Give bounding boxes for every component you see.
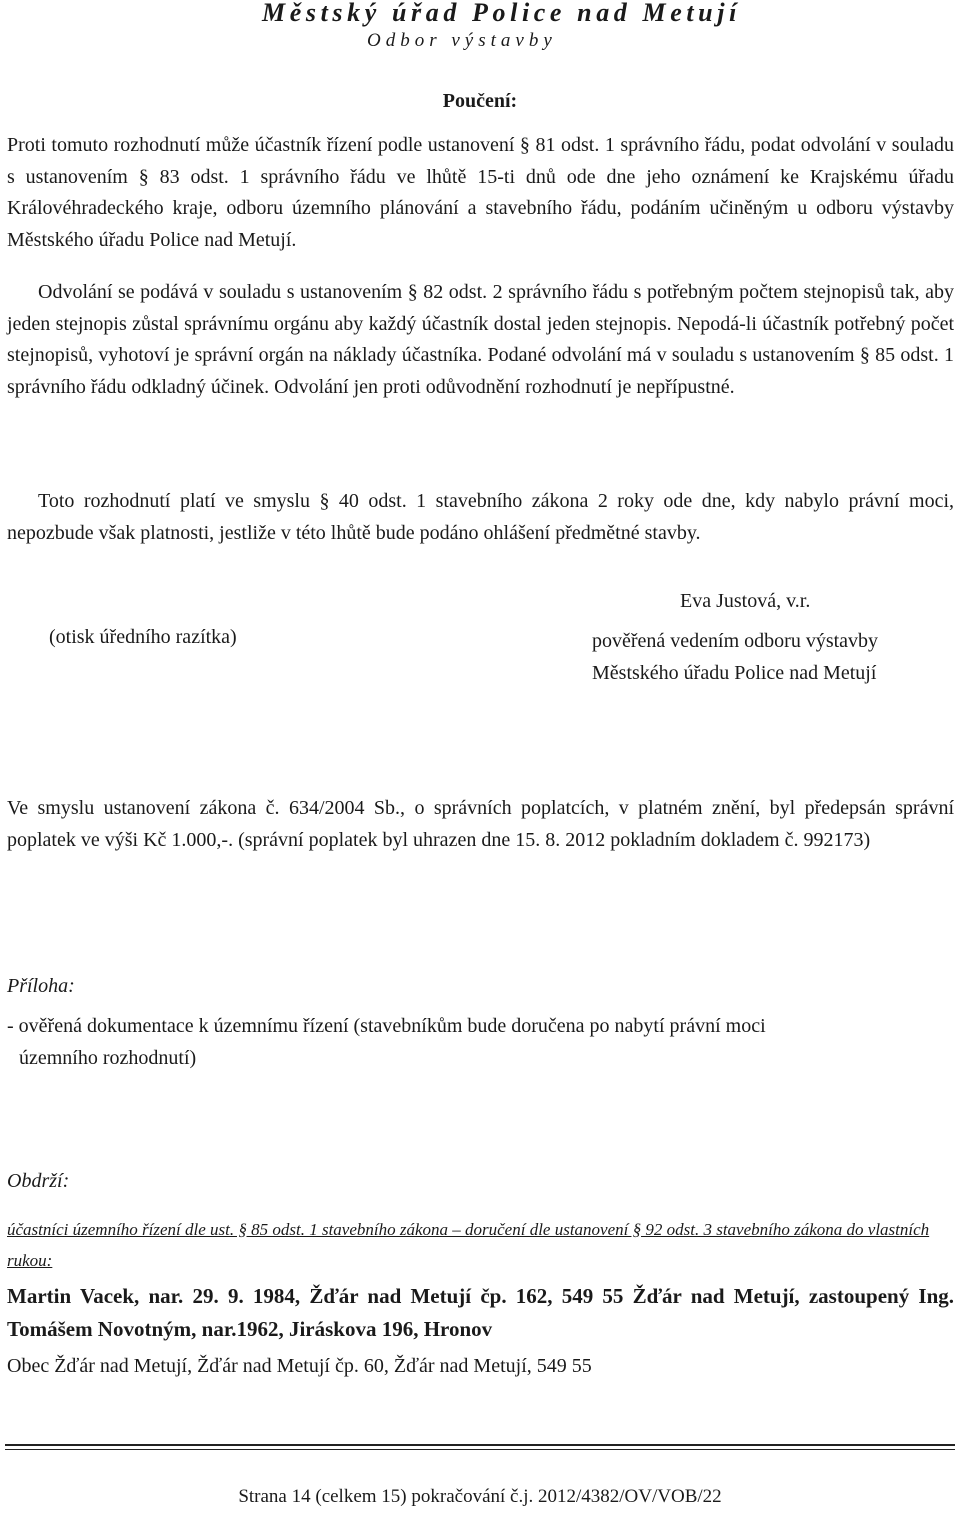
priloha-item-line-2: územního rozhodnutí) (19, 1046, 197, 1069)
pouceni-heading: Poučení: (442, 90, 518, 112)
office-title: Městský úřad Police nad Metují (262, 0, 741, 27)
signatory-role-line-1: pověřená vedením odboru výstavby (592, 630, 879, 652)
recipient-1: Martin Vacek, nar. 29. 9. 1984, Žďár nad Metují čp. 162, 549 55 Žďár nad Metují, zastoupený Ing. Tomášem Novotným, nar.1962, Jiráskova 196, Hronov (7, 1284, 954, 1341)
stamp-placeholder: (otisk úředního razítka) (49, 626, 237, 648)
footer-rule-thin (5, 1449, 955, 1450)
pouceni-paragraph-3-text: Toto rozhodnutí platí ve smyslu § 40 odst. 1 stavebního zákona 2 roky ode dne, kdy nabylo právní moci, nepozbude však platnosti, jestliže v této lhůtě bude podáno ohlášení předmětné stavby. (7, 490, 954, 544)
pouceni-paragraph-2 (7, 277, 954, 403)
priloha-heading: Příloha: (7, 975, 75, 997)
priloha-item (7, 1011, 954, 1074)
fee-paragraph: Ve smyslu ustanovení zákona č. 634/2004 Sb., o správních poplatcích, v platném znění, byl předepsán správní poplatek ve výši Kč 1.000,-. (správní poplatek byl uhrazen dne 15. 8. 2012 pokladním dokladem č. 992173) (7, 797, 954, 851)
recipients-label: účastníci územního řízení dle ust. § 85 odst. 1 stavebního zákona – doručení dle ustanovení § 92 odst. 3 stavebního zákona do vlastních rukou: (7, 1220, 930, 1270)
pouceni-paragraph-2-text: Odvolání se podává v souladu s ustanovením § 82 odst. 2 správního řádu s potřebným počtem stejnopisů tak, aby jeden stejnopis zůstal správnímu orgánu aby každý účastník dostal jeden stejnopis. Nepodá-li účastník potřebný počet stejnopisů, vyhotoví je správní orgán na náklady účastníka. Podané odvolání má v souladu s ustanovením § 85 odst. 1 správního řádu odkladný účinek. Odvolání jen proti odůvodnění rozhodnutí je nepřípustné. (7, 281, 954, 398)
priloha-item-line-1: - ověřená dokumentace k územnímu řízení (stavebníkům bude doručena po nabytí právní moci (7, 1015, 766, 1037)
page-footer: Strana 14 (celkem 15) pokračování č.j. 2012/4382/OV/VOB/22 (238, 1486, 722, 1507)
recipient-2: Obec Žďár nad Metují, Žďár nad Metují čp. 60, Žďár nad Metují, 549 55 (7, 1355, 592, 1377)
pouceni-paragraph-3 (7, 486, 954, 549)
pouceni-paragraph-1: Proti tomuto rozhodnutí může účastník řízení podle ustanovení § 81 odst. 1 správního řádu, podat odvolání v souladu s ustanovením § 83 odst. 1 správního řádu ve lhůtě 15-ti dnů ode dne jeho oznámení ke Krajskému úřadu Královéhradeckého kraje, odboru územního plánování a stavebního řádu, podáním učiněným u odboru výstavby Městského úřadu Police nad Metují. (7, 134, 954, 251)
signatory-role-line-2: Městského úřadu Police nad Metují (592, 661, 877, 684)
obdrzi-heading: Obdrží: (7, 1170, 70, 1192)
department-subtitle: Odbor výstavby (367, 30, 557, 51)
footer-rule (5, 1444, 955, 1446)
signatory-name: Eva Justová, v.r. (680, 590, 811, 612)
signatory-role (592, 626, 878, 689)
